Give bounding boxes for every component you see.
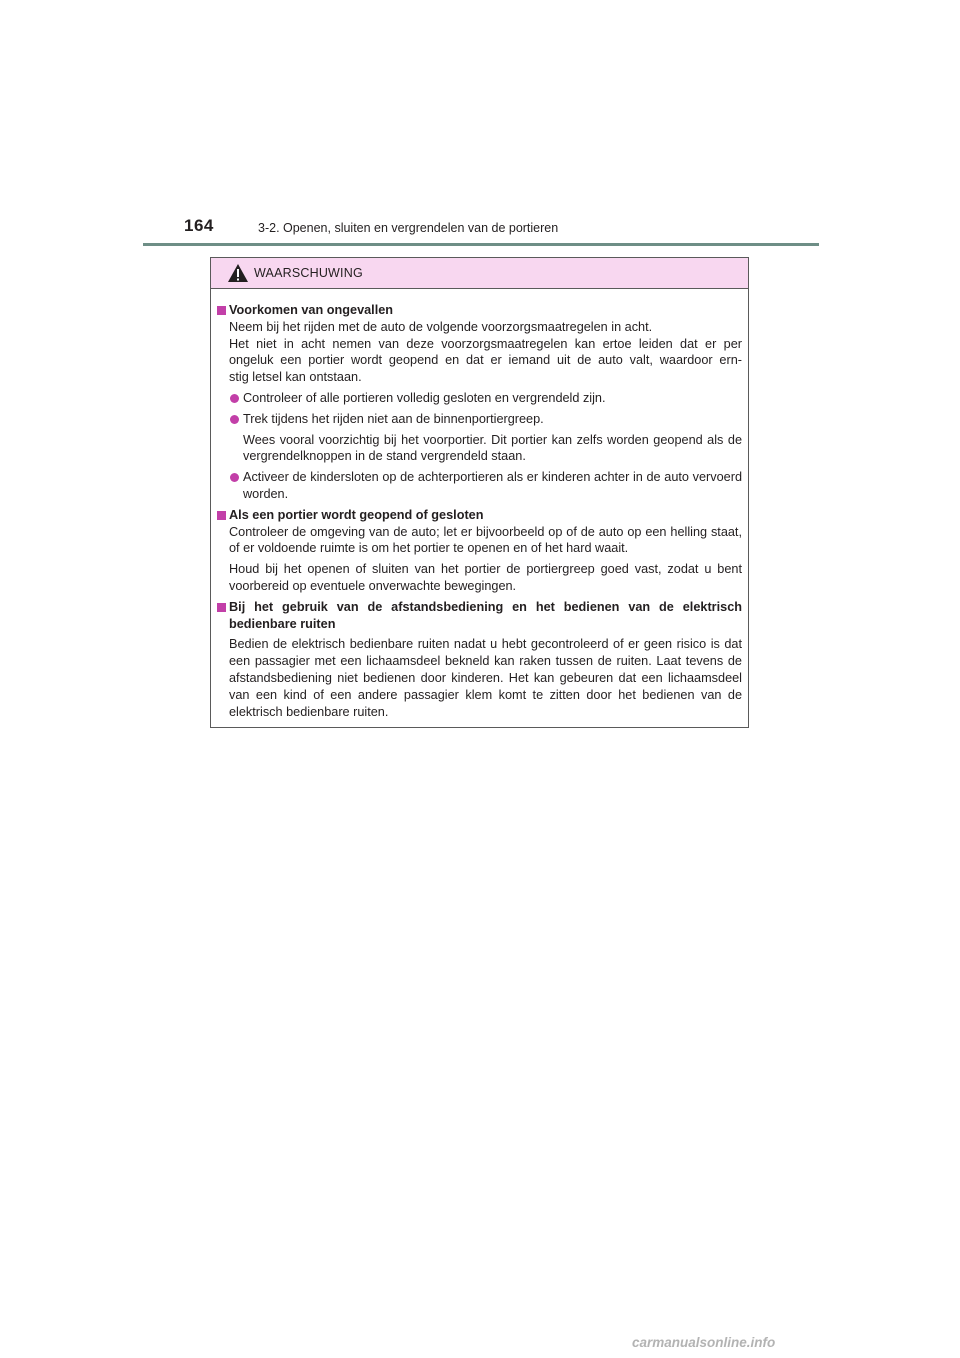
- paragraph: Controleer de omgeving van de auto; let er bijvoorbeeld op of de auto op een helling staat, of er voldoende ruimte is om het portier te openen en of het hard waait.: [229, 524, 742, 556]
- watermark: carmanualsonline.info: [632, 1335, 776, 1350]
- paragraph: Houd bij het openen of sluiten van het portier de portiergreep goed vast, zodat u bent voorbereid op eventuele onverwachte bewegingen.: [229, 562, 742, 593]
- warning-content: [211, 289, 748, 720]
- list-item: Activeer de kindersloten op de achterportieren als er kinderen achter in de auto vervoerd worden.: [217, 469, 742, 503]
- text-line: ongeluk een portier wordt geopend en dat er iemand uit de auto valt, waardoor ern-: [229, 353, 742, 368]
- bullet-note: Wees vooral voorzichtig bij het voorportier. Dit portier kan zelfs worden geopend als de vergrendelknoppen in de stand vergrendeld staan.: [243, 432, 742, 464]
- square-bullet-icon: [217, 511, 226, 520]
- section-title: 3-2. Openen, sluiten en vergrendelen van de portieren: [258, 221, 559, 235]
- warning-box: [210, 257, 749, 728]
- warning-header: [211, 258, 748, 289]
- list-item: Controleer of alle portieren volledig gesloten en vergrendeld zijn.: [217, 390, 742, 407]
- warning-triangle-icon: [227, 263, 249, 283]
- round-bullet-icon: [230, 473, 239, 482]
- section-heading-ongevallen: Voorkomen van ongevallen: [217, 302, 742, 319]
- header-rule: [143, 243, 819, 246]
- text-line: Het niet in acht nemen van deze voorzorgsmaatregelen kan ertoe leiden dat er per: [229, 336, 742, 351]
- list-item: Trek tijdens het rijden niet aan de binnenportiergreep.: [217, 411, 742, 428]
- square-bullet-icon: [217, 603, 226, 612]
- square-bullet-icon: [217, 306, 226, 315]
- section-heading-ruiten: Bij het gebruik van de afstandsbediening en het bedienen van de elektrisch bedienbare ruiten: [217, 599, 742, 633]
- text-line: stig letsel kan ontstaan.: [229, 370, 362, 385]
- page-number: 164: [184, 216, 214, 235]
- round-bullet-icon: [230, 415, 239, 424]
- section-heading-portier: Als een portier wordt geopend of gesloten: [217, 507, 742, 524]
- round-bullet-icon: [230, 394, 239, 403]
- section-intro: Neem bij het rijden met de auto de volgende voorzorgsmaatregelen in acht. Het niet in acht nemen van deze voorzorgsmaatregelen kan ertoe leiden dat er per ongeluk een portier wordt geopend en dat er iemand uit de auto valt, waardoor ern- stig letsel kan ontstaan.: [229, 319, 742, 385]
- warning-title: WAARSCHUWING: [254, 266, 363, 280]
- paragraph: Bedien de elektrisch bedienbare ruiten nadat u hebt gecontroleerd of er geen risico is dat een passagier met een lichaamsdeel bekneld kan raken tussen de ruiten. Laat tevens de afstandsbediening niet bedienen door kinderen. Het kan gebeuren dat een lichaamsdeel van een kind of een andere passagier klem komt te zitten door het bedienen van de elektrisch bedienbare ruiten.: [229, 637, 742, 719]
